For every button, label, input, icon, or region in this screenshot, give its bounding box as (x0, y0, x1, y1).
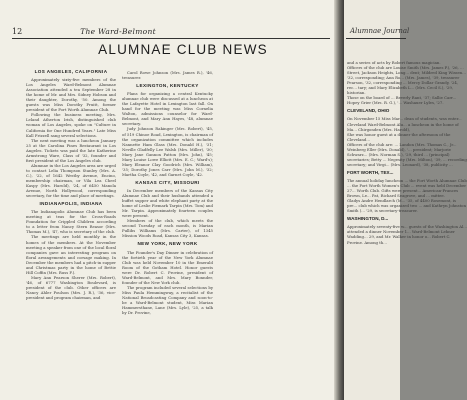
right-column (347, 60, 467, 245)
paragraph: The Indianapolis Alumnae Club has been meeting at teas for the Cross-Roads Foundation for Crippled Children according to a letter from Nancy Stern Reasor (Mrs. Thomas M.), '47, who is secretary of the club. (26, 209, 116, 235)
header-rule (12, 38, 330, 39)
article-title: ALUMNAE CLUB NEWS (98, 42, 268, 57)
page-header (12, 27, 330, 36)
section-heading-lexington: LEXINGTON, KENTUCKY (136, 83, 199, 89)
paragraph: Plans for organizing a central Kentucky alumnae club were discussed at a luncheon at the Lafayette Hotel in Lexington last fall. On hand for the meeting was Miss Cornelia Walton, admissions counselor for Ward-Belmont, and Mary Ann Hayes, '48, alumnae secretary. (122, 91, 213, 127)
paragraph: The Founder's Day Dinner in celebration of the fortieth year of the New York Alumnae Club was held November 10 in the Emerald Room of the Gotham Hotel. Honor guests were Dr. Robert C. Provine, president of Ward-Belmont, and Mrs. Mary Bonnder, founder of the New York club. (122, 249, 213, 285)
section-heading-indianapolis: INDIANAPOLIS, INDIANA (39, 201, 103, 207)
paragraph: Mary Ann Pearson Sherer (Mrs. Robert), '46, of 6777 Washington Boulevard, is president of the club. Other officers are Nancy Ahler Poulson (Mrs. J. R.), '36, vice-president and program chairman, and (26, 274, 116, 301)
paragraph: Officers of the club are: ... Landon (Mrs. Thomas C., Jr... Weinberg Eller (Mrs. Donald), '... president; Marjorie Schwarz... (Mrs. Norman S.), '29, third ... (principal) secretaries; Betty ... Negesity (Mrs. Milton), '39, ... recording secretary; and Virgi... (Mrs. Leonard), '38, publicity ... (347, 141, 467, 167)
page-number: 12 (12, 27, 23, 36)
paragraph: The annual holiday luncheon ... the Fort Worth Alumnae Club ... the Fort Worth Women's Club ... event was held December 27... Worth Club. Gifts were present... American-Frances Brown, Le... Pat, Richard Seagrove, and ... mittee. (347, 177, 467, 199)
section-heading-fort-worth: FORT WORTH, TEX... (347, 169, 394, 175)
paragraph: Alumnae in the Los Angeles area are urged to contact Lelia Thompson Stanley (Mrs. A. C.), '22, of 1642 Westby Avenue, Encino, membership chairman, or Vila Lea Cheel Kaspy (Mrs. Harold), '24, of 6450 Manola Avenue, North Hollywood, corresponding secretary, for the time and place of meetings. (26, 162, 116, 199)
section-heading-new-york: NEW YORK, NEW YORK (137, 241, 198, 247)
paragraph: She was honor guest at a dinner the afternoon of the Cleveland... (347, 131, 451, 142)
paragraph: Following the business meeting, Mrs. Leland Atherton Irish, distinguished club woman of Los Angeles, spoke on "Culture in California for One Hundred Years." Late Miss Kall Frizzell sang several selections. (26, 112, 116, 138)
paragraph: Officers of the club are Louise Smith (Mrs. James P.), '26, ... Street, Jackson Heights, Long... dent; Mildred King Wissen... '32, corresponding; Ann Ro... (Mrs. James), '39, treasurer Pearson, '32, corresponding ... Mercy Dollar Grandy, '24, rec... tary; and Mary Elizabeth L... (Mrs. Cecil S.), '29, historian. (347, 65, 466, 96)
paragraph: The program included several selections by Miss Paula Hemmingway, a recitalist of the National Broadcasting Company and soon-to-be a Ward-Belmont student, Miss Marian Hammersthane, Lane (Mrs. Lyle), '25, a talk by Dr. Provine, (122, 284, 213, 316)
section-heading-washington: WASHINGTON, D... (347, 216, 389, 222)
right-running-title: Alumnae Journal (350, 27, 410, 35)
paragraph: Gladys Andre Hendlarch (M... '35, of 4400 Rosemont, is pre... club which was organized two ... and Kathryn Johnston Smith (... '29, is secretary-treasurer. (347, 198, 466, 214)
column-1 (26, 66, 116, 300)
running-title: The Ward-Belmont (80, 27, 156, 36)
paragraph: Members of the club, which meets the second Tuesday of each month, is Marian Pullibs Williams (Mrs. Carter), of 1345 Mission Woods Road, Kansas City 3, Kansas. (122, 218, 213, 239)
paragraph: Judy Johnson Rakinger (Mrs. Robert), '45, of 519 Chinoe Road, Lexington, is chairman of the organization committee which includes Nannette Ham Glass (Mrs. Donald H.), '31; Neville Gladfelly Lee Walsh (Mrs. Miller), '30; Mary Jane Gannon Patton (Mrs. John), '45; Mary Louise Lowe Elliott (Mrs. E. C.; Ward's); Mary Eleanor Clay Goodrich (Mrs. William), '35; Dorothy Jones Carr (Mrs. John M.), '32; Martha Coyle, '42, and Garnet Coyle, '42. (122, 126, 213, 177)
paragraph: and a series of acts by Robert famous magician. (347, 60, 441, 65)
paragraph: On November 15 Miss Mar... dean of students, was enter... Cleveland Ward-Belmont Alu... a luncheon in the home of Ma... Chirgonden (Mrs. Harold), (347, 116, 462, 132)
paragraph: Those on the board of ... Beverly Rant, '37; Sallie Carr... Hopey Grier (Mrs. R. G.), '... Washauer Lyles, '27. (347, 95, 457, 106)
paragraph: Approximately sixty-five members of the Los Angeles Ward-Belmont Alumnae Association attended a tea September 28 in the home of Mr. and Mrs. Sidney Hobson and their daughter, Dorothy, '50. Among the guests was Miss Dorothy Pruitt, former president of the Fort Worth Alumnae Club. (26, 77, 116, 113)
paragraph: Carol Rowe Johnson (Mrs. James R.), '46, treasurer. (122, 70, 213, 81)
section-heading-los-angeles: LOS ANGELES, CALIFORNIA (34, 69, 108, 74)
paragraph: The meetings are held monthly in the homes of the members. At the November meeting a speaker from one of the local floral companies gave an interesting program on floral arrangements and corsage making. In December the members had a pitch-in supper and Christmas party in the home of Bettie Hill Coffin (Mrs. Russ F.). (26, 234, 116, 275)
paragraph: The next meeting was a luncheon January 25 at the Carolina Pines Restaurant in Los Angeles. Tickets was paid the late Katherine Armstrong Ware, Class of '32, founder and first president of the Los Angeles club. (26, 137, 116, 163)
paragraph: In December members of the Kansas City Alumnae Club and their husbands attended a buffet supper and white elephant party at the home of Leslie Fiemark Tarpin (Mrs. Tom) and Mr. Tarpin. Approximately fourteen couples were present. (122, 187, 213, 219)
column-2 (122, 70, 213, 315)
section-heading-cleveland: CLEVELAND, OHIO (347, 108, 390, 114)
book-gutter (334, 0, 344, 400)
right-header-rule (346, 38, 406, 39)
section-heading-kansas-city: KANSAS CITY, MISSOURI (135, 179, 200, 185)
paragraph: Approximately seventy-five w... guests of the Washington Al... attended a dinner November 1... Ward-Belmont Lehner Wadding... 29, and Mr. Walker in honor o... Robert C. Provine. Among th... (347, 224, 467, 245)
right-page (344, 0, 467, 400)
